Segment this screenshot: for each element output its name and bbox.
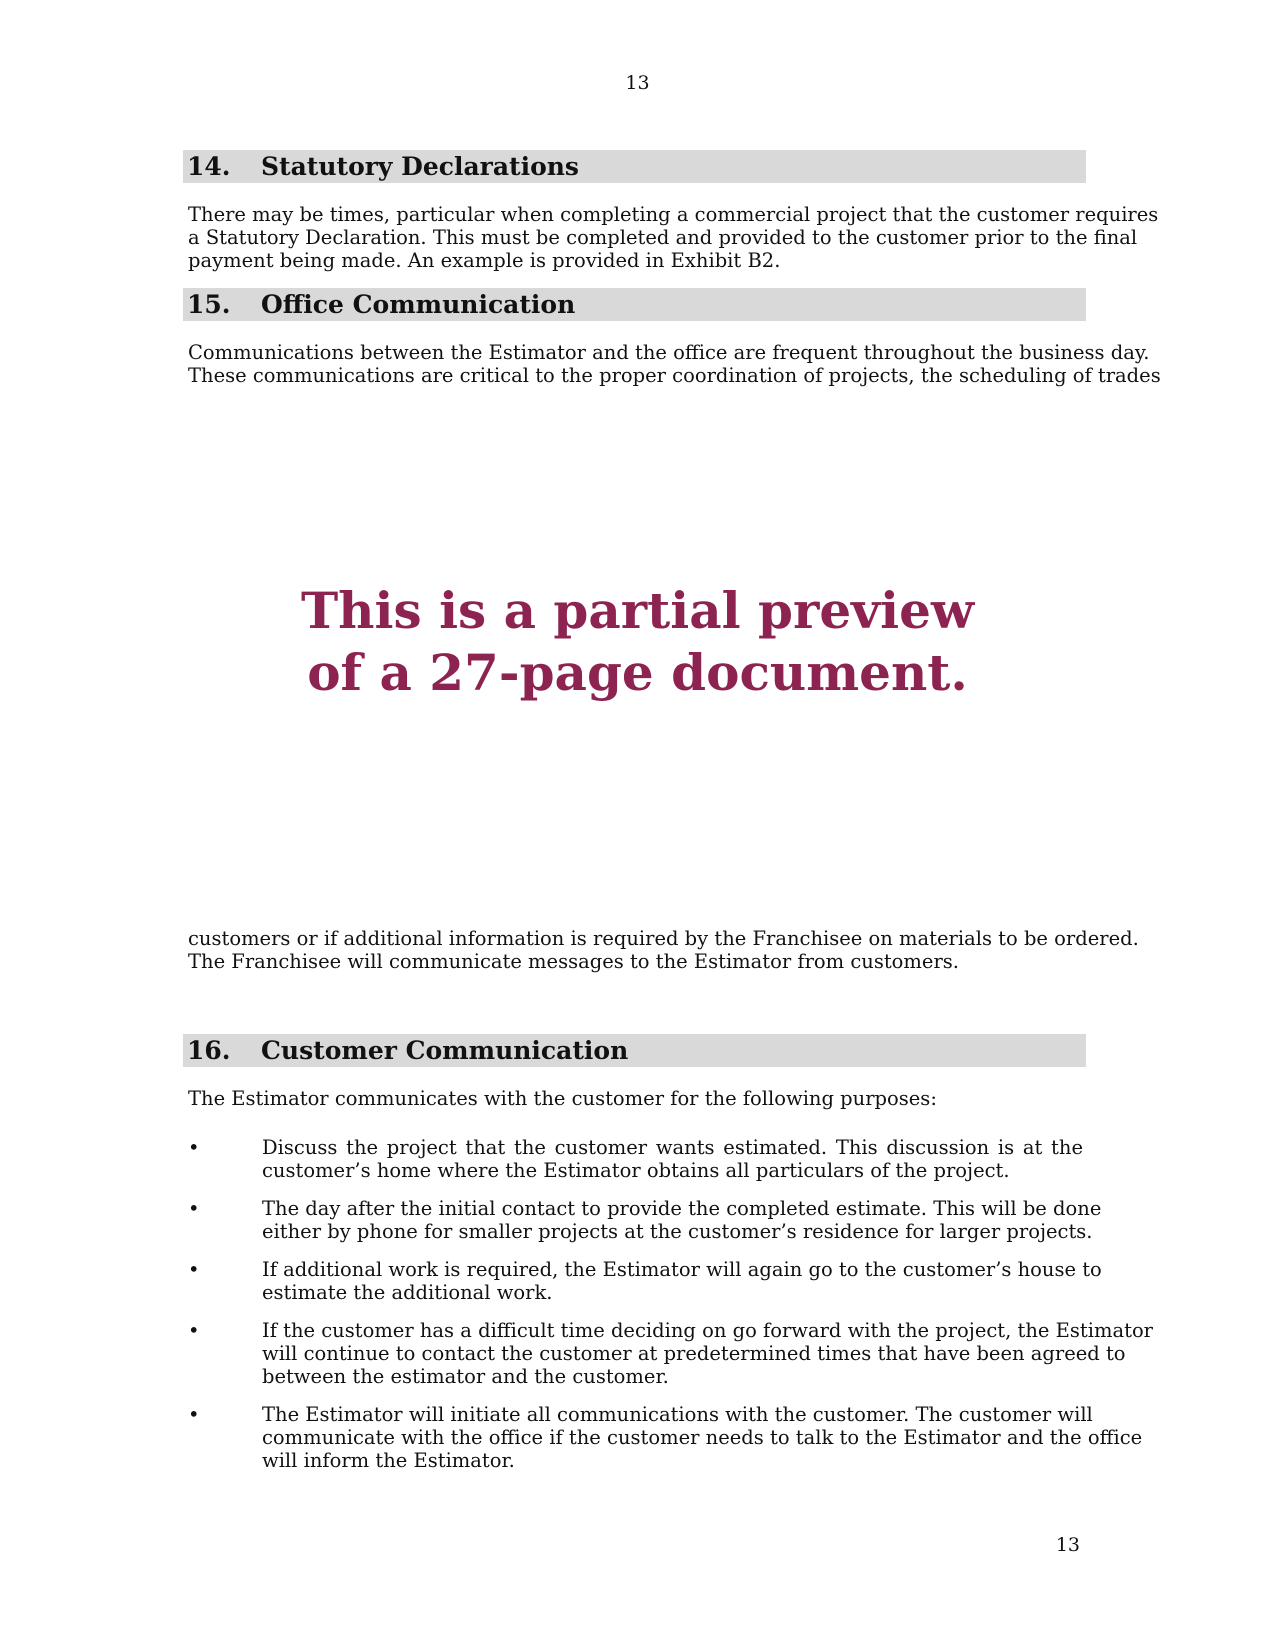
bullet-line: The Estimator will initiate all communications with the customer. The customer will xyxy=(262,1403,1093,1426)
paragraph-line: The Franchisee will communicate messages to the Estimator from customers. xyxy=(188,950,959,973)
partial-preview-notice xyxy=(0,580,1275,704)
bullet-line: customer’s home where the Estimator obtains all particulars of the project. xyxy=(262,1159,1010,1182)
section-paragraph-office-communication-continued xyxy=(188,927,1139,973)
section-heading-customer-communication xyxy=(183,1034,1086,1067)
bullet-dot-icon: • xyxy=(188,1258,200,1281)
page-number-bottom: 13 xyxy=(1055,1534,1080,1556)
paragraph-line: Communications between the Estimator and the office are frequent throughout the business day. xyxy=(188,341,1150,364)
bullet-text xyxy=(262,1136,1083,1182)
intro-text: The Estimator communicates with the customer for the following purposes: xyxy=(188,1087,937,1110)
bullet-line: between the estimator and the customer. xyxy=(262,1365,669,1388)
bullet-text xyxy=(262,1319,1154,1388)
bullet-text xyxy=(262,1258,1102,1304)
bullet-line: The day after the initial contact to provide the completed estimate. This will be done xyxy=(262,1197,1102,1220)
paragraph-line: There may be times, particular when completing a commercial project that the customer requires xyxy=(188,203,1159,226)
section-number: 16. xyxy=(187,1036,231,1065)
section-title: Office Communication xyxy=(261,290,576,319)
bullet-line: estimate the additional work. xyxy=(262,1281,553,1304)
bullet-dot-icon: • xyxy=(188,1136,200,1159)
bullet-line: will inform the Estimator. xyxy=(262,1449,515,1472)
paragraph-line: payment being made. An example is provided in Exhibit B2. xyxy=(188,249,781,272)
section-heading-statutory-declarations xyxy=(183,150,1086,183)
paragraph-line: These communications are critical to the proper coordination of projects, the scheduling of trades xyxy=(188,364,1161,387)
bullet-line: either by phone for smaller projects at the customer’s residence for larger projects. xyxy=(262,1220,1093,1243)
bullet-dot-icon: • xyxy=(188,1197,200,1220)
bullet-dot-icon: • xyxy=(188,1319,200,1342)
preview-notice-line: This is a partial preview xyxy=(300,581,975,640)
preview-notice-line: of a 27-page document. xyxy=(307,643,968,702)
section-heading-office-communication xyxy=(183,288,1086,321)
section-paragraph-office-communication xyxy=(188,341,1161,387)
paragraph-line: a Statutory Declaration. This must be completed and provided to the customer prior to the final xyxy=(188,226,1138,249)
section-title: Statutory Declarations xyxy=(261,152,579,181)
section-number: 15. xyxy=(187,290,231,319)
section-intro-customer-communication xyxy=(188,1087,1083,1110)
bullet-line: communicate with the office if the customer needs to talk to the Estimator and the office xyxy=(262,1426,1143,1449)
paragraph-line: customers or if additional information is required by the Franchisee on materials to be ordered. xyxy=(188,927,1139,950)
bullet-line: If additional work is required, the Estimator will again go to the customer’s house to xyxy=(262,1258,1102,1281)
section-title: Customer Communication xyxy=(261,1036,629,1065)
page-number-top: 13 xyxy=(625,72,650,94)
bullet-line: If the customer has a difficult time deciding on go forward with the project, the Estimator xyxy=(262,1319,1154,1342)
bullet-line: will continue to contact the customer at predetermined times that have been agreed to xyxy=(262,1342,1126,1365)
bullet-text xyxy=(262,1197,1102,1243)
bullet-dot-icon: • xyxy=(188,1403,200,1426)
section-number: 14. xyxy=(187,152,231,181)
section-paragraph-statutory-declarations xyxy=(188,203,1159,272)
bullet-line: Discuss the project that the customer wants estimated. This discussion is at the xyxy=(262,1136,1083,1159)
bullet-text xyxy=(262,1403,1143,1472)
